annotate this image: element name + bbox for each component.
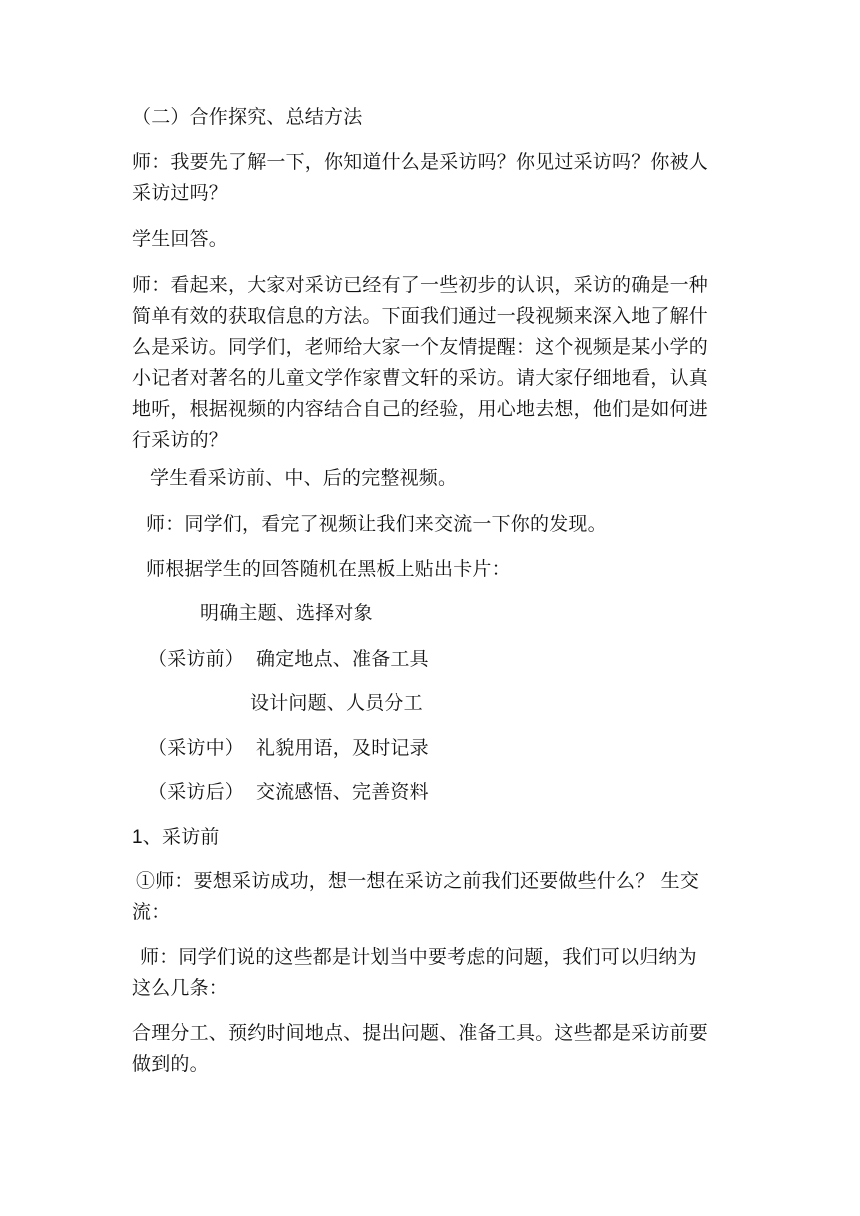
paragraph-line: 合理分工、预约时间地点、提出问题、准备工具。这些都是采访前要 [132, 1022, 709, 1044]
subsection-title: 、采访前 [142, 826, 220, 848]
card-label: （采访后） [148, 781, 245, 803]
card-label: （采访前） [148, 648, 245, 670]
paragraph: 师根据学生的回答随机在黑板上贴出卡片： [146, 558, 511, 580]
paragraph-line: 师：看起来，大家对采访已经有了一些初步的认识，采访的确是一种 [132, 274, 709, 296]
paragraph: 学生回答。 [132, 228, 229, 250]
paragraph-line: 小记者对著名的儿童文学作家曹文轩的采访。请大家仔细地看，认真 [132, 367, 709, 389]
paragraph-line: 师：同学们说的这些都是计划当中要考虑的问题，我们可以归纳为 [140, 946, 697, 968]
paragraph-line: 行采访的？ [132, 429, 229, 451]
card-row: 确定地点、准备工具 [256, 648, 429, 670]
card-row: 礼貌用语，及时记录 [256, 737, 429, 759]
paragraph-line: 这么几条： [132, 977, 229, 999]
paragraph-line: 简单有效的获取信息的方法。下面我们通过一段视频来深入地了解什 [132, 305, 709, 327]
paragraph: 师：同学们，看完了视频让我们来交流一下你的发现。 [146, 513, 607, 535]
paragraph-line: 流： [132, 901, 171, 923]
paragraph-line: 师：我要先了解一下，你知道什么是采访吗？你见过采访吗？你被人 [132, 151, 709, 173]
paragraph-line: 地听，根据视频的内容结合自己的经验，用心地去想，他们是如何进 [132, 398, 709, 420]
paragraph-line: 做到的。 [132, 1053, 209, 1075]
card-row: 设计问题、人员分工 [250, 692, 423, 714]
section-heading: （二）合作探究、总结方法 [132, 106, 363, 128]
paragraph-line: 么是采访。同学们，老师给大家一个友情提醒：这个视频是某小学的 [132, 336, 709, 358]
paragraph-line: ①师：要想采访成功，想一想在采访之前我们还要做些什么？ 生交 [136, 870, 700, 892]
card-label: （采访中） [148, 737, 245, 759]
subsection-heading [132, 822, 732, 853]
card-row: 明确主题、选择对象 [200, 602, 373, 624]
subsection-number: 1 [132, 827, 143, 848]
paragraph: 学生看采访前、中、后的完整视频。 [150, 467, 458, 489]
card-row: 交流感悟、完善资料 [256, 781, 429, 803]
paragraph-line: 采访过吗？ [132, 182, 229, 204]
